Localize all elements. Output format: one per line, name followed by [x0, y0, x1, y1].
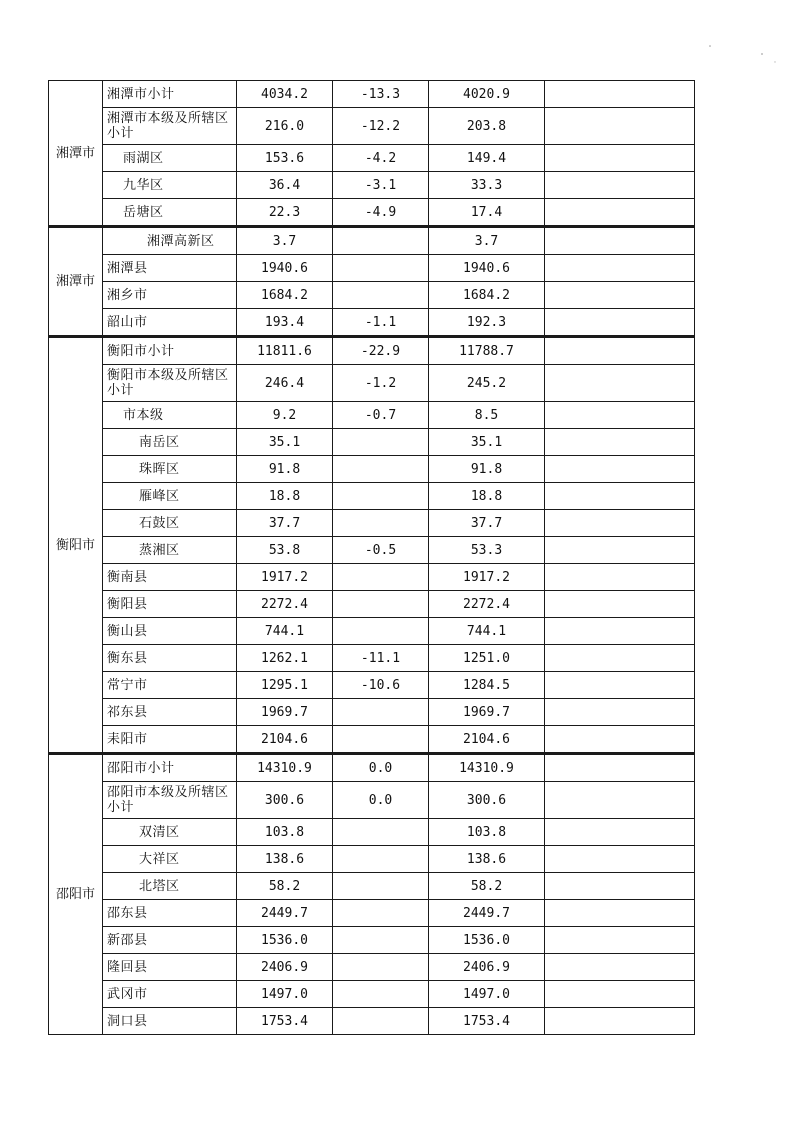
value-cell-a: 1295.1: [237, 672, 333, 699]
value-cell-a: 3.7: [237, 227, 333, 255]
value-cell-c: 91.8: [429, 456, 545, 483]
table-row: [49, 456, 695, 483]
remark-cell: [545, 402, 695, 429]
value-cell-c: 58.2: [429, 873, 545, 900]
table-row: [49, 81, 695, 108]
item-name-cell: 湘潭高新区: [103, 227, 237, 255]
value-cell-a: 1753.4: [237, 1008, 333, 1035]
adjustment-cell: [333, 873, 429, 900]
adjustment-cell: [333, 429, 429, 456]
value-cell-c: 192.3: [429, 309, 545, 337]
value-cell-c: 744.1: [429, 618, 545, 645]
value-cell-c: 11788.7: [429, 337, 545, 365]
value-cell-a: 138.6: [237, 846, 333, 873]
adjustment-cell: [333, 591, 429, 618]
value-cell-c: 53.3: [429, 537, 545, 564]
item-name-cell: 湘潭市小计: [103, 81, 237, 108]
allocation-table: [48, 80, 695, 1035]
item-name-cell: 新邵县: [103, 927, 237, 954]
item-name-cell: 石鼓区: [103, 510, 237, 537]
remark-cell: [545, 227, 695, 255]
item-name-cell: 衡阳市小计: [103, 337, 237, 365]
adjustment-cell: [333, 282, 429, 309]
value-cell-c: 2104.6: [429, 726, 545, 754]
value-cell-a: 91.8: [237, 456, 333, 483]
remark-cell: [545, 537, 695, 564]
item-name-cell: 耒阳市: [103, 726, 237, 754]
adjustment-cell: -0.7: [333, 402, 429, 429]
value-cell-c: 18.8: [429, 483, 545, 510]
remark-cell: [545, 145, 695, 172]
remark-cell: [545, 108, 695, 145]
value-cell-c: 2449.7: [429, 900, 545, 927]
value-cell-a: 216.0: [237, 108, 333, 145]
table-row: [49, 199, 695, 227]
adjustment-cell: [333, 255, 429, 282]
table-row: [49, 900, 695, 927]
adjustment-cell: -1.1: [333, 309, 429, 337]
value-cell-a: 103.8: [237, 819, 333, 846]
table-row: [49, 981, 695, 1008]
value-cell-c: 33.3: [429, 172, 545, 199]
value-cell-c: 1251.0: [429, 645, 545, 672]
item-name-cell: 蒸湘区: [103, 537, 237, 564]
value-cell-a: 2406.9: [237, 954, 333, 981]
item-name-cell: 南岳区: [103, 429, 237, 456]
table-row: [49, 618, 695, 645]
item-name-cell: 祁东县: [103, 699, 237, 726]
table-row: [49, 782, 695, 819]
adjustment-cell: [333, 927, 429, 954]
value-cell-c: 1753.4: [429, 1008, 545, 1035]
table-row: [49, 564, 695, 591]
item-name-cell: 衡山县: [103, 618, 237, 645]
value-cell-a: 35.1: [237, 429, 333, 456]
remark-cell: [545, 819, 695, 846]
table-row: [49, 846, 695, 873]
table-row: [49, 255, 695, 282]
remark-cell: [545, 282, 695, 309]
table-row: [49, 429, 695, 456]
scan-specks: [700, 38, 780, 68]
value-cell-a: 1940.6: [237, 255, 333, 282]
remark-cell: [545, 873, 695, 900]
value-cell-a: 193.4: [237, 309, 333, 337]
value-cell-a: 2104.6: [237, 726, 333, 754]
table-row: [49, 1008, 695, 1035]
remark-cell: [545, 699, 695, 726]
value-cell-a: 14310.9: [237, 754, 333, 782]
item-name-cell: 北塔区: [103, 873, 237, 900]
value-cell-c: 1684.2: [429, 282, 545, 309]
remark-cell: [545, 483, 695, 510]
value-cell-c: 1284.5: [429, 672, 545, 699]
value-cell-c: 300.6: [429, 782, 545, 819]
item-name-cell: 邵东县: [103, 900, 237, 927]
remark-cell: [545, 981, 695, 1008]
adjustment-cell: -0.5: [333, 537, 429, 564]
remark-cell: [545, 81, 695, 108]
adjustment-cell: 0.0: [333, 782, 429, 819]
item-name-cell: 市本级: [103, 402, 237, 429]
region-cell: 衡阳市: [49, 337, 103, 754]
adjustment-cell: [333, 510, 429, 537]
adjustment-cell: -3.1: [333, 172, 429, 199]
value-cell-c: 1969.7: [429, 699, 545, 726]
adjustment-cell: [333, 819, 429, 846]
remark-cell: [545, 1008, 695, 1035]
adjustment-cell: [333, 846, 429, 873]
value-cell-c: 1917.2: [429, 564, 545, 591]
document-page: [48, 80, 695, 1035]
item-name-cell: 湘潭县: [103, 255, 237, 282]
value-cell-a: 2449.7: [237, 900, 333, 927]
value-cell-a: 36.4: [237, 172, 333, 199]
value-cell-a: 1684.2: [237, 282, 333, 309]
table-row: [49, 145, 695, 172]
value-cell-c: 37.7: [429, 510, 545, 537]
adjustment-cell: -13.3: [333, 81, 429, 108]
item-name-cell: 珠晖区: [103, 456, 237, 483]
value-cell-c: 149.4: [429, 145, 545, 172]
adjustment-cell: [333, 483, 429, 510]
adjustment-cell: [333, 954, 429, 981]
remark-cell: [545, 365, 695, 402]
value-cell-a: 744.1: [237, 618, 333, 645]
remark-cell: [545, 782, 695, 819]
value-cell-c: 3.7: [429, 227, 545, 255]
remark-cell: [545, 672, 695, 699]
adjustment-cell: -4.2: [333, 145, 429, 172]
value-cell-a: 22.3: [237, 199, 333, 227]
item-name-cell: 韶山市: [103, 309, 237, 337]
value-cell-a: 1262.1: [237, 645, 333, 672]
table-row: [49, 954, 695, 981]
value-cell-c: 35.1: [429, 429, 545, 456]
value-cell-c: 17.4: [429, 199, 545, 227]
adjustment-cell: 0.0: [333, 754, 429, 782]
region-cell: 湘潭市: [49, 227, 103, 337]
table-row: [49, 510, 695, 537]
table-row: [49, 227, 695, 255]
item-name-cell: 邵阳市本级及所辖区小计: [103, 782, 237, 819]
value-cell-c: 4020.9: [429, 81, 545, 108]
adjustment-cell: [333, 900, 429, 927]
value-cell-c: 1536.0: [429, 927, 545, 954]
value-cell-c: 2406.9: [429, 954, 545, 981]
remark-cell: [545, 199, 695, 227]
table-row: [49, 873, 695, 900]
table-body: [49, 81, 695, 1035]
adjustment-cell: -22.9: [333, 337, 429, 365]
value-cell-a: 11811.6: [237, 337, 333, 365]
table-row: [49, 591, 695, 618]
value-cell-a: 9.2: [237, 402, 333, 429]
item-name-cell: 隆回县: [103, 954, 237, 981]
remark-cell: [545, 927, 695, 954]
adjustment-cell: [333, 564, 429, 591]
adjustment-cell: -12.2: [333, 108, 429, 145]
value-cell-c: 14310.9: [429, 754, 545, 782]
remark-cell: [545, 900, 695, 927]
value-cell-c: 1940.6: [429, 255, 545, 282]
remark-cell: [545, 172, 695, 199]
remark-cell: [545, 846, 695, 873]
value-cell-c: 2272.4: [429, 591, 545, 618]
adjustment-cell: -10.6: [333, 672, 429, 699]
table-row: [49, 754, 695, 782]
item-name-cell: 衡东县: [103, 645, 237, 672]
item-name-cell: 邵阳市小计: [103, 754, 237, 782]
value-cell-c: 138.6: [429, 846, 545, 873]
remark-cell: [545, 954, 695, 981]
adjustment-cell: [333, 618, 429, 645]
table-row: [49, 309, 695, 337]
table-row: [49, 282, 695, 309]
adjustment-cell: [333, 726, 429, 754]
table-row: [49, 172, 695, 199]
remark-cell: [545, 255, 695, 282]
table-row: [49, 726, 695, 754]
item-name-cell: 武冈市: [103, 981, 237, 1008]
item-name-cell: 湘潭市本级及所辖区小计: [103, 108, 237, 145]
item-name-cell: 洞口县: [103, 1008, 237, 1035]
remark-cell: [545, 618, 695, 645]
item-name-cell: 九华区: [103, 172, 237, 199]
adjustment-cell: [333, 456, 429, 483]
remark-cell: [545, 754, 695, 782]
adjustment-cell: [333, 227, 429, 255]
adjustment-cell: -1.2: [333, 365, 429, 402]
item-name-cell: 双清区: [103, 819, 237, 846]
value-cell-c: 203.8: [429, 108, 545, 145]
item-name-cell: 雁峰区: [103, 483, 237, 510]
region-cell: 湘潭市: [49, 81, 103, 227]
table-row: [49, 365, 695, 402]
item-name-cell: 衡阳县: [103, 591, 237, 618]
remark-cell: [545, 456, 695, 483]
remark-cell: [545, 510, 695, 537]
value-cell-a: 58.2: [237, 873, 333, 900]
value-cell-a: 18.8: [237, 483, 333, 510]
adjustment-cell: [333, 981, 429, 1008]
value-cell-a: 53.8: [237, 537, 333, 564]
remark-cell: [545, 726, 695, 754]
table-row: [49, 402, 695, 429]
value-cell-a: 4034.2: [237, 81, 333, 108]
region-cell: 邵阳市: [49, 754, 103, 1035]
value-cell-a: 246.4: [237, 365, 333, 402]
value-cell-a: 1969.7: [237, 699, 333, 726]
value-cell-a: 1497.0: [237, 981, 333, 1008]
value-cell-a: 1917.2: [237, 564, 333, 591]
remark-cell: [545, 564, 695, 591]
adjustment-cell: -4.9: [333, 199, 429, 227]
table-row: [49, 699, 695, 726]
adjustment-cell: -11.1: [333, 645, 429, 672]
value-cell-a: 37.7: [237, 510, 333, 537]
remark-cell: [545, 591, 695, 618]
table-row: [49, 483, 695, 510]
adjustment-cell: [333, 1008, 429, 1035]
item-name-cell: 大祥区: [103, 846, 237, 873]
item-name-cell: 湘乡市: [103, 282, 237, 309]
value-cell-c: 1497.0: [429, 981, 545, 1008]
value-cell-c: 8.5: [429, 402, 545, 429]
value-cell-a: 2272.4: [237, 591, 333, 618]
value-cell-c: 245.2: [429, 365, 545, 402]
table-row: [49, 537, 695, 564]
remark-cell: [545, 645, 695, 672]
remark-cell: [545, 429, 695, 456]
item-name-cell: 衡南县: [103, 564, 237, 591]
value-cell-a: 300.6: [237, 782, 333, 819]
table-row: [49, 819, 695, 846]
remark-cell: [545, 337, 695, 365]
item-name-cell: 衡阳市本级及所辖区小计: [103, 365, 237, 402]
value-cell-a: 1536.0: [237, 927, 333, 954]
item-name-cell: 常宁市: [103, 672, 237, 699]
item-name-cell: 雨湖区: [103, 145, 237, 172]
value-cell-c: 103.8: [429, 819, 545, 846]
table-row: [49, 108, 695, 145]
value-cell-a: 153.6: [237, 145, 333, 172]
table-row: [49, 337, 695, 365]
item-name-cell: 岳塘区: [103, 199, 237, 227]
table-row: [49, 927, 695, 954]
adjustment-cell: [333, 699, 429, 726]
remark-cell: [545, 309, 695, 337]
table-row: [49, 645, 695, 672]
table-row: [49, 672, 695, 699]
